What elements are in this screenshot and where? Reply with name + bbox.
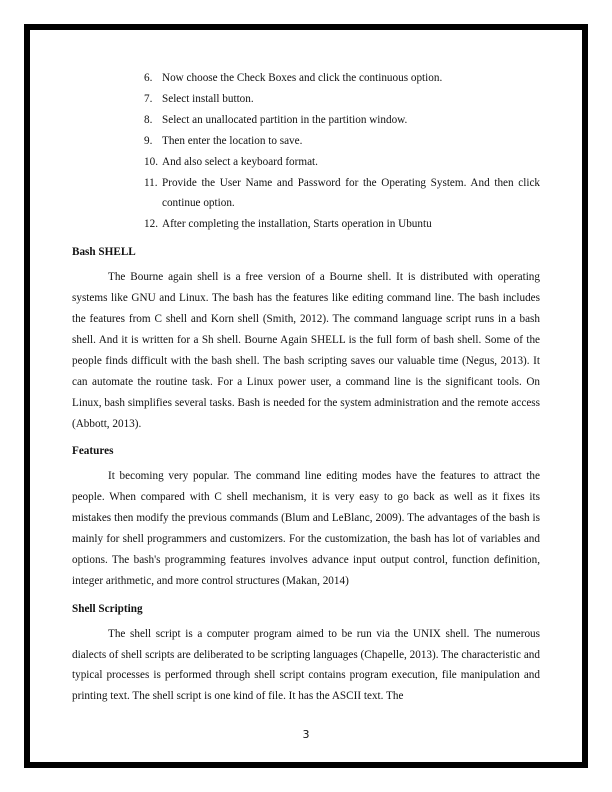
section-paragraph-features: It becoming very popular. The command line editing modes have the features to attract the people. When compared with C shell mechanism, it is very easy to go back as well as it fixes its mistakes then modify the previous commands (Blum and LeBlanc, 2009). The advantages of the bash is mainly for shell programmers and customizers. For the customization, the bash has lot of variables and options. The bash's programming features involves advance input output control, function definition, integer arithmetic, and more control structures (Makan, 2014) — [72, 470, 540, 587]
list-item — [72, 131, 540, 152]
list-item-text: And also select a keyboard format. — [162, 155, 318, 168]
list-item-number: 11. — [144, 176, 158, 189]
list-item — [72, 214, 540, 235]
list-item-text: Select install button. — [162, 92, 254, 105]
section-heading-bash-shell: Bash SHELL — [72, 246, 136, 259]
list-item-text: Provide the User Name and Password for the Operating System. And then click continue option. — [162, 176, 540, 210]
installation-steps-list — [72, 68, 540, 235]
section-paragraph-shell-scripting: The shell script is a computer program aimed to be run via the UNIX shell. The numerous dialects of shell scripts are deliberated to be scripting languages (Chapelle, 2013). The characteristic and typical processes is performed through shell script contains program execution, file manipulation and printing text. The shell script is one kind of file. It has the ASCII text. The — [72, 627, 540, 703]
list-item-number: 9. — [144, 134, 153, 147]
list-item — [72, 68, 540, 89]
section-heading-features: Features — [72, 445, 114, 458]
list-item — [72, 152, 540, 173]
list-item-number: 6. — [144, 72, 153, 84]
section-paragraph-bash-shell: The Bourne again shell is a free version of a Bourne shell. It is distributed with operating systems like GNU and Linux. The bash has the features like editing command line. The bash includes the features from C shell and Korn shell (Smith, 2012). The command language script runs in a bash shell. And it is written for a Sh shell. Bourne Again SHELL is the full form of bash shell. Some of the people finds difficult with the bash shell. The bash scripting saves our valuable time (Negus, 2013). It can automate the routine task. For a Linux power user, a command line is the significant tools. On Linux, bash simplifies several tasks. Bash is needed for the system administration and the remote access (Abbott, 2013). — [72, 271, 540, 430]
document-body — [72, 68, 540, 711]
page-number: 3 — [302, 728, 310, 741]
list-item-number: 10. — [144, 155, 158, 168]
list-item-text: Then enter the location to save. — [162, 134, 303, 147]
list-item-text: Select an unallocated partition in the partition window. — [162, 113, 408, 126]
section-heading-shell-scripting: Shell Scripting — [72, 602, 143, 615]
list-item-text: Now choose the Check Boxes and click the continuous option. — [162, 72, 443, 84]
list-item — [72, 110, 540, 131]
list-item — [72, 173, 540, 215]
list-item-text: After completing the installation, Starts operation in Ubuntu — [162, 218, 432, 231]
list-item-number: 8. — [144, 113, 153, 126]
list-item-number: 12. — [144, 218, 158, 231]
list-item-number: 7. — [144, 92, 153, 105]
list-item — [72, 89, 540, 110]
